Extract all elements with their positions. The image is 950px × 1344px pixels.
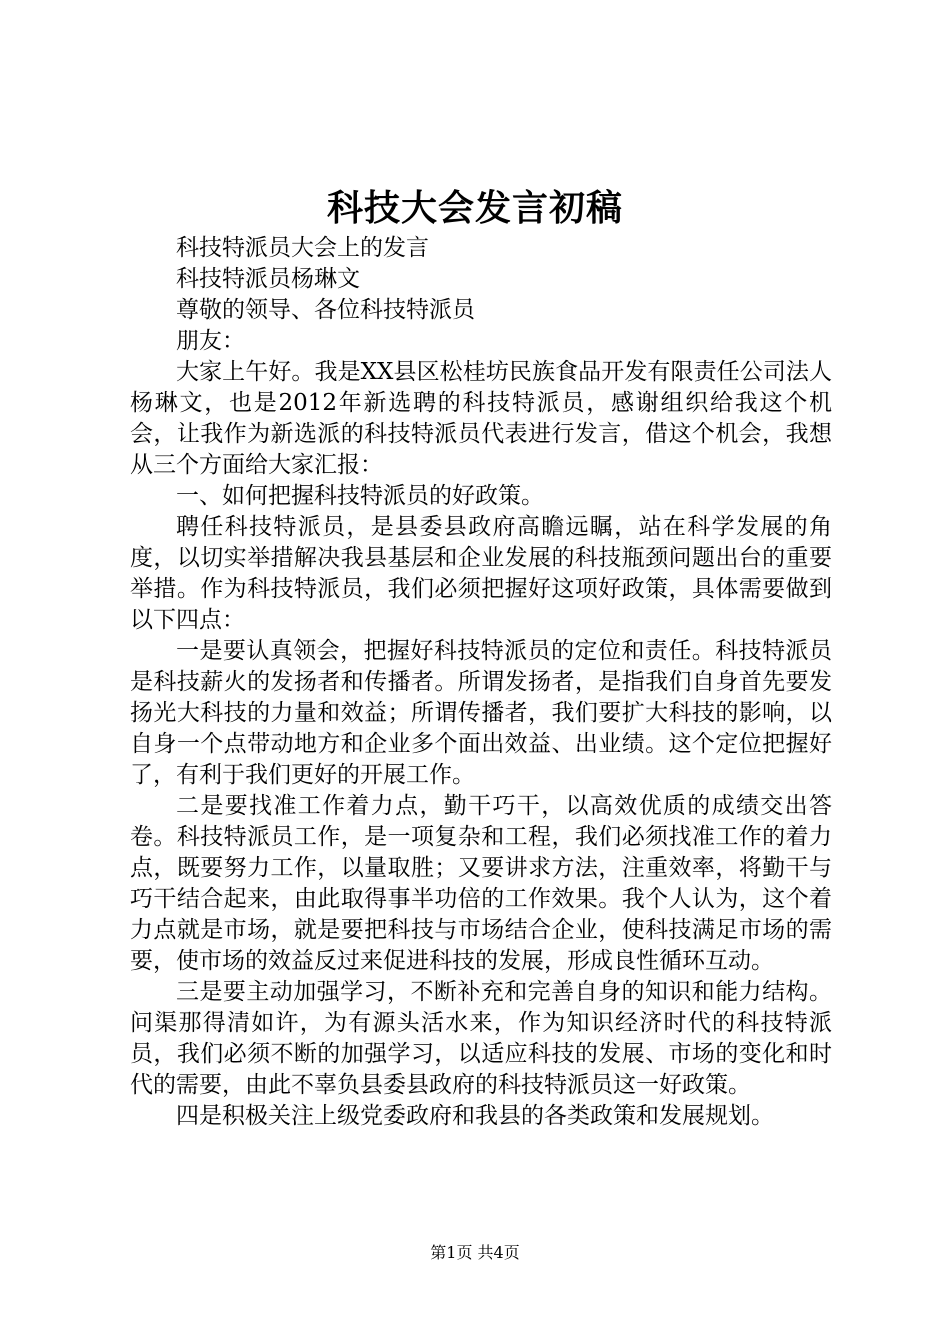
paragraph: 四是积极关注上级党委政府和我县的各类政策和发展规划。 bbox=[176, 1103, 774, 1129]
paragraph: 科技特派员大会上的发言 bbox=[176, 235, 429, 261]
paragraph: 大家上午好。我是XX县区松桂坊民族食品开发有限责任公司法人杨琳文，也是2012年新选聘的科技特派员，感谢组织给我这个机会，让我作为新选派的科技特派员代表进行发言，借这个机会，我想从三个方面给大家汇报： bbox=[130, 359, 832, 478]
paragraph: 科技特派员杨琳文 bbox=[176, 266, 360, 292]
paragraph: 尊敬的领导、各位科技特派员 bbox=[176, 297, 475, 323]
paragraph: 一是要认真领会，把握好科技特派员的定位和责任。科技特派员是科技薪火的发扬者和传播者。所谓发扬者，是指我们自身首先要发扬光大科技的力量和效益；所谓传播者，我们要扩大科技的影响，以自身一个点带动地方和企业多个面出效益、出业绩。这个定位把握好了，有利于我们更好的开展工作。 bbox=[130, 638, 832, 788]
page-number-footer: 第1页 共4页 bbox=[430, 1243, 520, 1262]
document-body bbox=[130, 233, 832, 1132]
paragraph: 朋友： bbox=[176, 328, 245, 354]
paragraph: 聘任科技特派员，是县委县政府高瞻远瞩，站在科学发展的角度，以切实举措解决我县基层和企业发展的科技瓶颈问题出台的重要举措。作为科技特派员，我们必须把握好这项好政策，具体需要做到以下四点： bbox=[130, 514, 832, 633]
paragraph: 一、如何把握科技特派员的好政策。 bbox=[176, 483, 544, 509]
paragraph: 二是要找准工作着力点，勤干巧干，以高效优质的成绩交出答卷。科技特派员工作，是一项复杂和工程，我们必须找准工作的着力点，既要努力工作，以量取胜；又要讲求方法，注重效率，将勤干与巧干结合起来，由此取得事半功倍的工作效果。我个人认为，这个着力点就是市场，就是要把科技与市场结合企业，使科技满足市场的需要，使市场的效益反过来促进科技的发展，形成良性循环互动。 bbox=[130, 793, 832, 974]
document-title: 科技大会发言初稿 bbox=[326, 187, 623, 229]
paragraph: 三是要主动加强学习，不断补充和完善自身的知识和能力结构。问渠那得清如许，为有源头活水来，作为知识经济时代的科技特派员，我们必须不断的加强学习，以适应科技的发展、市场的变化和时代的需要，由此不辜负县委县政府的科技特派员这一好政策。 bbox=[130, 979, 832, 1098]
